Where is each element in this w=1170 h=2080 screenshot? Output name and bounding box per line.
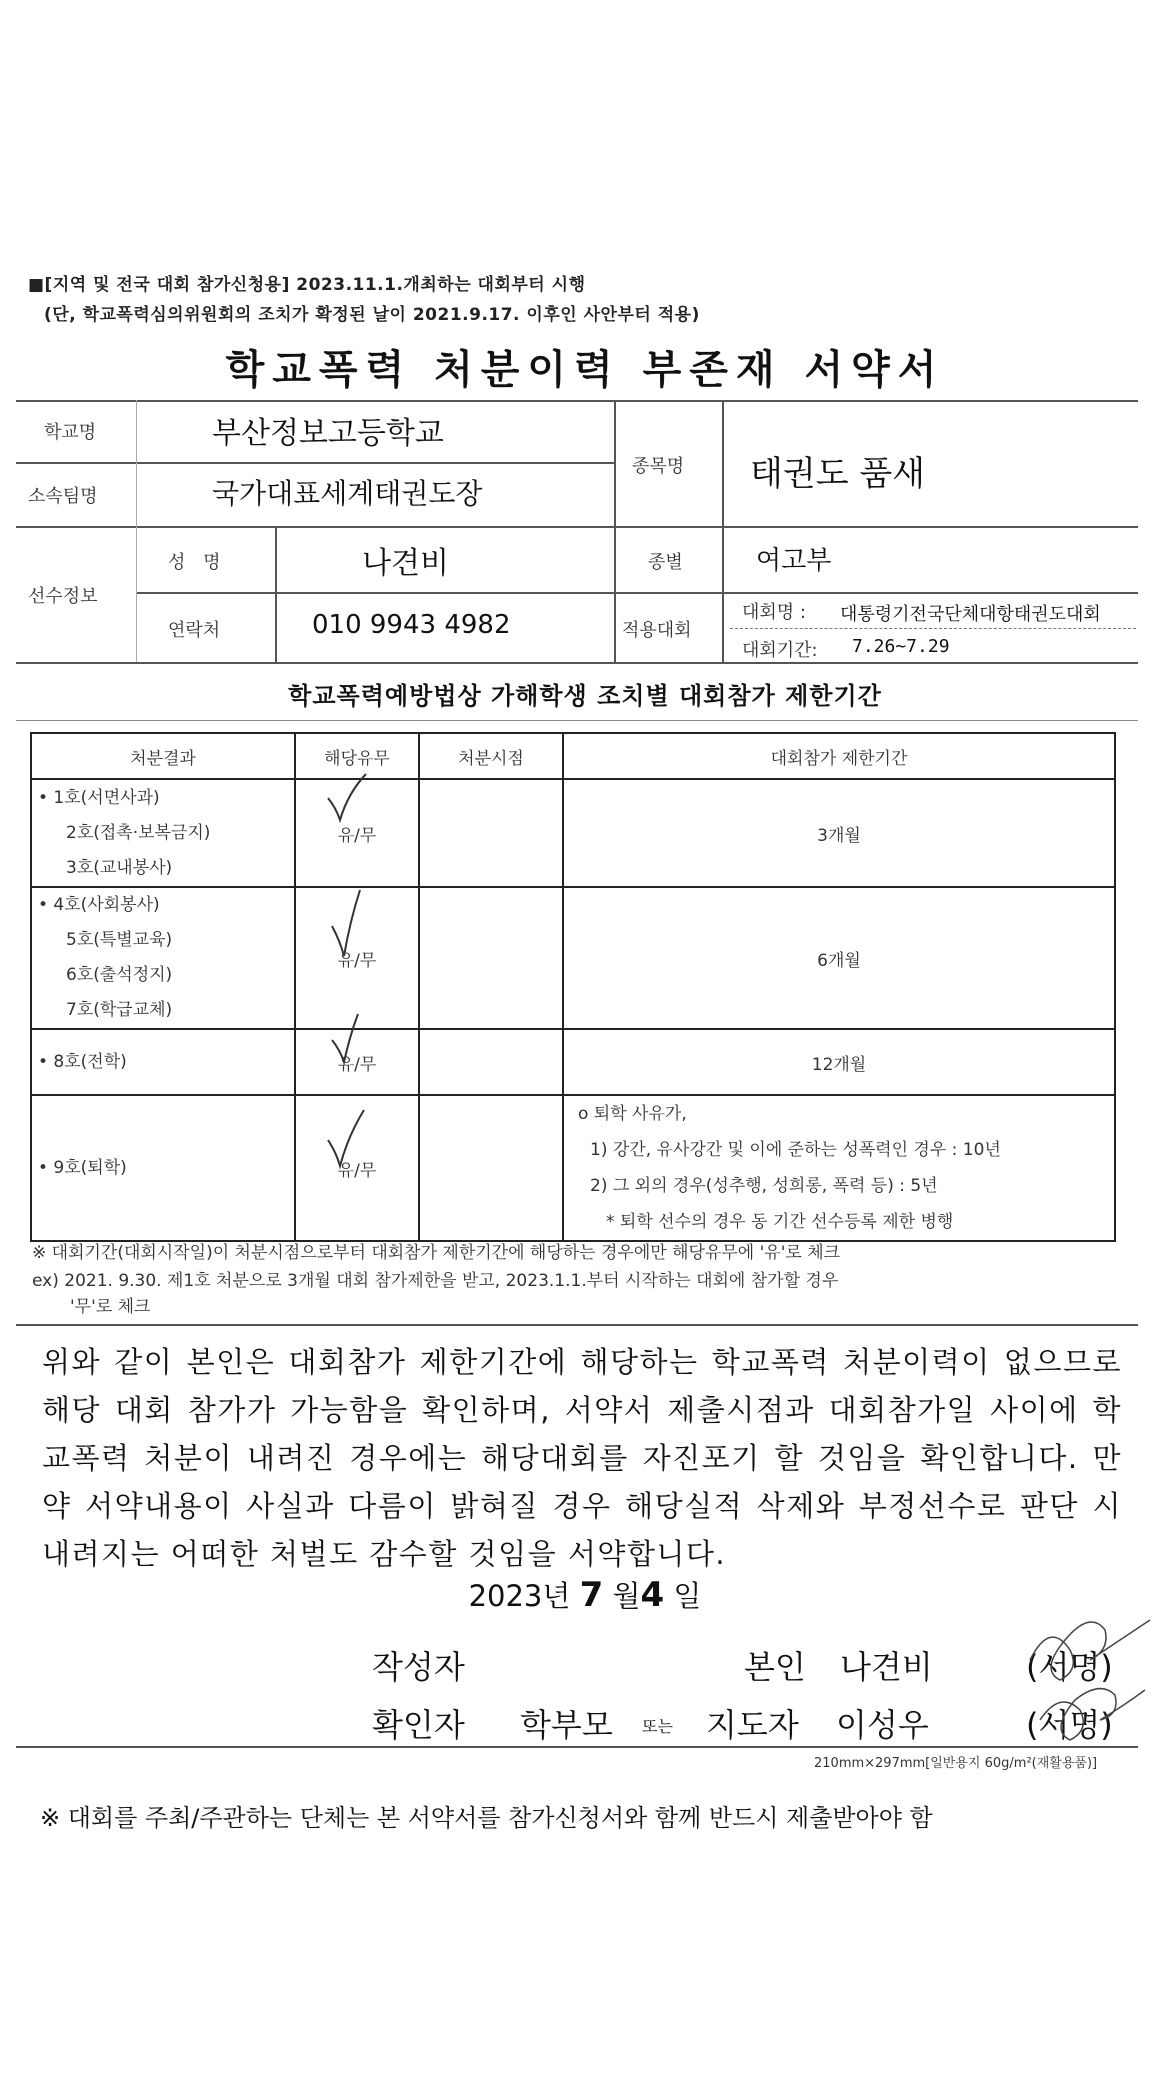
- note-line-3: '무'로 체크: [70, 1297, 151, 1317]
- signing-date: 2023년 7 월4 일: [468, 1575, 702, 1615]
- coach-name: 이성우: [836, 1706, 929, 1744]
- restriction-subtitle: 학교폭력예방법상 가해학생 조치별 대회참가 제한기간: [288, 682, 882, 710]
- disposition-date-cell[interactable]: [419, 1029, 563, 1095]
- check-mark-icon: [318, 1106, 378, 1176]
- contest-period-label: 대회기간:: [742, 640, 818, 661]
- table-row: [31, 1095, 1115, 1241]
- contact-label: 연락처: [168, 620, 221, 641]
- apply-contest-label: 적용대회: [622, 620, 692, 641]
- self-name: 나견비: [840, 1648, 933, 1686]
- confirmer-label: 확인자: [372, 1706, 465, 1744]
- writer-label: 작성자: [372, 1648, 465, 1686]
- header-line-1: ■[지역 및 전국 대회 참가신청용] 2023.11.1.개최하는 대회부터 시행: [28, 275, 586, 295]
- category-value: 여고부: [756, 546, 832, 576]
- school-value: 부산정보고등학교: [212, 416, 444, 451]
- check-mark-icon: [322, 1010, 382, 1070]
- month-value: 7: [579, 1575, 604, 1615]
- applicable-cell[interactable]: 유/무: [295, 1029, 419, 1095]
- note-line-2: ex) 2021. 9.30. 제1호 처분으로 3개월 대회 참가제한을 받고, 2023.1.1.부터 시작하는 대회에 참가할 경우: [32, 1271, 839, 1291]
- self-label: 본인: [744, 1648, 806, 1686]
- day-value: 4: [640, 1575, 665, 1615]
- paper-spec: 210mm×297mm[일반용지 60g/m²(재활용품)]: [814, 1756, 1098, 1771]
- check-mark-icon: [318, 768, 378, 828]
- school-label: 학교명: [44, 422, 97, 443]
- header-applicable: 해당유무: [295, 733, 419, 779]
- table-row: [31, 887, 1115, 1029]
- name-label: 성 명: [168, 552, 227, 573]
- restriction-cell: 3개월: [563, 779, 1115, 887]
- restriction-cell: 6개월: [563, 887, 1115, 1029]
- event-value: 태권도 품새: [750, 454, 926, 494]
- contest-name-label: 대회명 :: [742, 602, 806, 623]
- coach-label: 지도자: [706, 1706, 799, 1744]
- header-disposition: 처분결과: [31, 733, 295, 779]
- header-restriction-period: 대회참가 제한기간: [563, 733, 1115, 779]
- parent-label: 학부모: [520, 1706, 613, 1744]
- contact-value: 010 9943 4982: [312, 610, 511, 640]
- team-value: 국가대표세계태권도장: [212, 477, 483, 510]
- disposition-cell: • 1호(서면사과) 2호(접촉·보복금지) 3호(교내봉사): [31, 779, 295, 887]
- event-label: 종목명: [632, 456, 685, 477]
- table-row: [31, 1029, 1115, 1095]
- header-line-2: (단, 학교폭력심의위원회의 조치가 확정된 날이 2021.9.17. 이후인 사안부터 적용): [44, 305, 700, 325]
- applicable-cell[interactable]: 유/무: [295, 1095, 419, 1241]
- name-value: 나견비: [362, 546, 449, 581]
- contest-name-value: 대통령기전국단체대항태권도대회: [840, 604, 1101, 625]
- team-label: 소속팀명: [28, 486, 98, 507]
- writer-sign-mark[interactable]: (서명): [1026, 1648, 1113, 1686]
- confirmer-sign-mark[interactable]: (서명): [1026, 1706, 1113, 1744]
- disposition-date-cell[interactable]: [419, 779, 563, 887]
- table-row: [31, 779, 1115, 887]
- signature-icon: [1010, 1600, 1160, 1760]
- restriction-reason-cell: o 퇴학 사유가, 1) 강간, 유사강간 및 이에 준하는 성폭력인 경우 : 10년 2) 그 외의 경우(성추행, 성희롱, 폭력 등) : 5년 * 퇴학 선수의 경우 동 기간 선수등록 제한 병행: [563, 1095, 1115, 1241]
- disposition-cell: • 9호(퇴학): [31, 1095, 295, 1241]
- contest-period-value: 7.26~7.29: [852, 636, 950, 657]
- document-title: 학교폭력 처분이력 부존재 서약서: [225, 347, 945, 393]
- category-label: 종별: [648, 552, 683, 573]
- disposition-date-cell[interactable]: [419, 1095, 563, 1241]
- disposition-cell: • 4호(사회봉사) 5호(특별교육) 6호(출석정지) 7호(학급교체): [31, 887, 295, 1029]
- header-disposition-date: 처분시점: [419, 733, 563, 779]
- restriction-cell: 12개월: [563, 1029, 1115, 1095]
- or-label: 또는: [642, 1717, 673, 1736]
- disposition-table: [30, 732, 1116, 1242]
- player-info-label: 선수정보: [28, 586, 98, 607]
- pledge-text: 위와 같이 본인은 대회참가 제한기간에 해당하는 학교폭력 처분이력이 없으므로 해당 대회 참가가 가능함을 확인하며, 서약서 제출시점과 대회참가일 사이에 학교폭력 처분이 내려진 경우에는 해당대회를 자진포기 할 것임을 확인합니다. 만약 서약내용이 사실과 다름이 밝혀질 경우 해당실적 삭제와 부정선수로 판단 시 내려지는 어떠한 처벌도 감수할 것임을 서약합니다.: [42, 1345, 1122, 1571]
- footer-notice: ※ 대회를 주최/주관하는 단체는 본 서약서를 참가신청서와 함께 반드시 제출받아야 함: [40, 1804, 933, 1832]
- disposition-cell: • 8호(전학): [31, 1029, 295, 1095]
- check-mark-icon: [320, 886, 380, 966]
- disposition-date-cell[interactable]: [419, 887, 563, 1029]
- applicable-cell[interactable]: 유/무: [295, 887, 419, 1029]
- applicable-cell[interactable]: 유/무: [295, 779, 419, 887]
- note-line-1: ※ 대회기간(대회시작일)이 처분시점으로부터 대회참가 제한기간에 해당하는 경우에만 해당유무에 '유'로 체크: [32, 1243, 841, 1263]
